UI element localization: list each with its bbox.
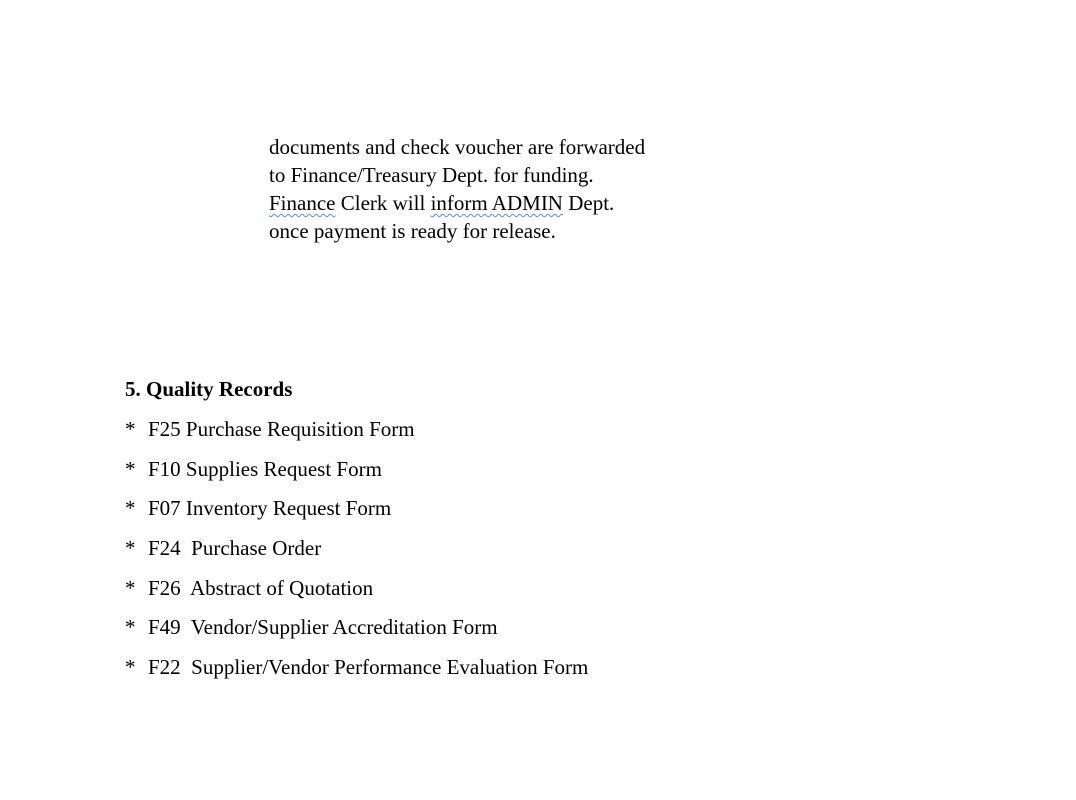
list-item-text: F25 Purchase Requisition Form: [148, 417, 415, 441]
paragraph-line-2: to Finance/Treasury Dept. for funding.: [269, 163, 594, 187]
list-item: [125, 648, 825, 688]
spellcheck-word-inform-admin[interactable]: inform ADMIN: [430, 191, 563, 215]
paragraph-line-3-mid: Clerk will: [335, 191, 431, 215]
bullet-marker: *: [125, 575, 136, 600]
list-item: [125, 608, 825, 648]
bullet-marker: *: [125, 456, 136, 481]
quality-records-section: [125, 374, 825, 688]
list-item: [125, 489, 825, 529]
quality-records-heading: 5. Quality Records: [125, 377, 293, 401]
list-item-text: F24 Purchase Order: [148, 536, 322, 561]
bullet-marker: *: [125, 496, 136, 521]
list-item-text: F10 Supplies Request Form: [148, 456, 382, 481]
list-item-text: F49 Vendor/Supplier Accreditation Form: [148, 615, 498, 640]
list-item: [125, 529, 825, 569]
bullet-marker: *: [125, 417, 136, 441]
list-item: [125, 569, 825, 609]
list-item: [125, 450, 825, 490]
list-item-text: F07 Inventory Request Form: [148, 496, 392, 521]
list-item: [125, 410, 825, 450]
bullet-marker: *: [125, 536, 136, 561]
paragraph-line-3-end: Dept.: [562, 191, 615, 215]
bullet-marker: *: [125, 655, 136, 680]
bullet-marker: *: [125, 615, 136, 640]
quality-records-list: [125, 410, 825, 688]
procedure-paragraph: [269, 133, 729, 245]
list-item-text: F26 Abstract of Quotation: [148, 575, 374, 600]
paragraph-line-1: documents and check voucher are forwarded: [269, 135, 646, 159]
spellcheck-word-finance[interactable]: Finance: [269, 191, 336, 215]
paragraph-line-3: [269, 189, 729, 217]
paragraph-line-4: once payment is ready for release.: [269, 219, 556, 243]
list-item-text: F22 Supplier/Vendor Performance Evaluation Form: [148, 655, 589, 680]
